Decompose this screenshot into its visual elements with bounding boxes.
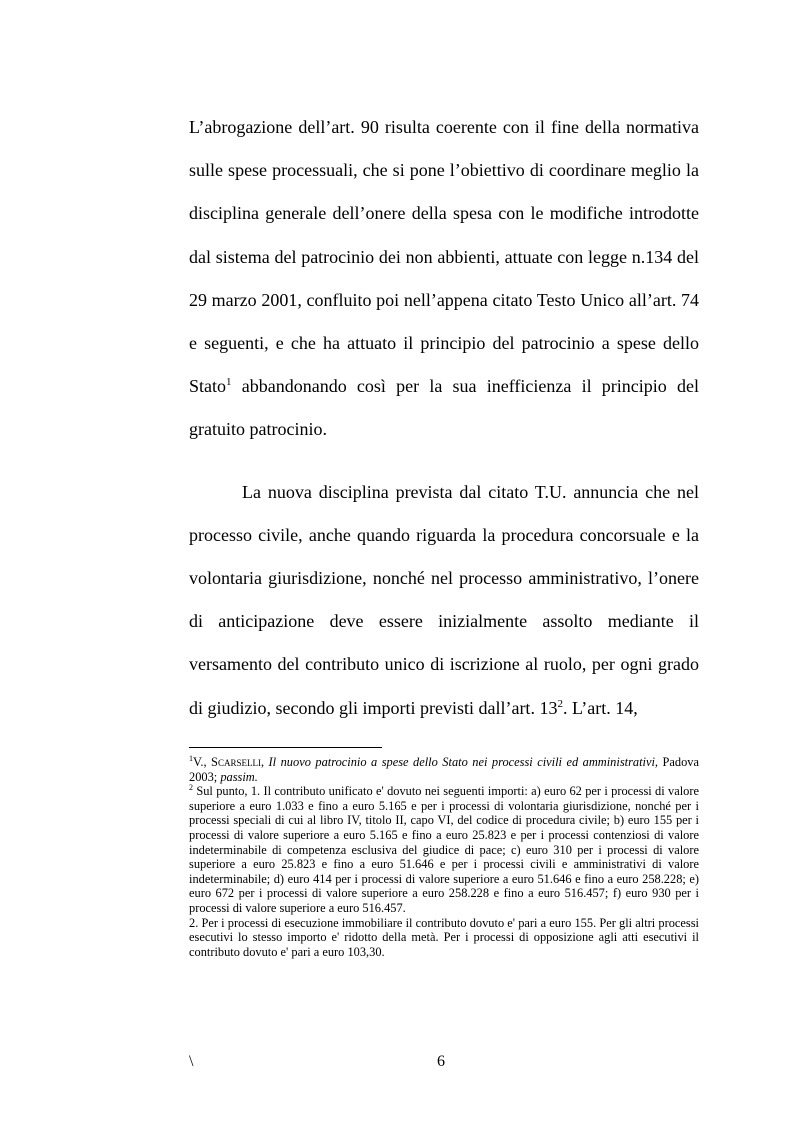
footnote-ref-2[interactable]: 2 (557, 697, 563, 710)
footnote-1-prefix: V., (193, 755, 212, 769)
paragraph-2 (189, 471, 699, 730)
footnote-2-continuation: 2. Per i processi di esecuzione immobiliare il contributo dovuto e' pari a euro 155. Per gli altri processi esecutivi lo stesso importo e' ridotto della metà. Per i processi di opposizione agli atti esecutivi il contributo dovuto e' pari a euro 103,30. (189, 915, 699, 959)
paragraph-1-text: L’abrogazione dell’art. 90 risulta coerente con il fine della normativa sulle spese processuali, che si pone l’obiettivo di coordinare meglio la disciplina generale dell’onere della spesa con le modifiche introdotte dal sistema del patrocinio dei non abbienti, attuate con legge n.134 del 29 marzo 2001, confluito poi nell’appena citato Testo Unico all’art. 74 e seguenti, e che ha attuato il principio del patrocinio a spese dello Stato (189, 117, 699, 397)
page-number: 6 (437, 1053, 445, 1070)
footnote-ref-1[interactable]: 1 (226, 376, 232, 389)
paragraph-1-text-end: abbandonando così per la sua inefficienza il principio del gratuito patrocinio. (189, 376, 699, 440)
paragraph-2-text: La nuova disciplina prevista dal citato T.U. annuncia che nel processo civile, anche quando riguarda la procedura concorsuale e la volontaria giurisdizione, nonché nel processo amministrativo, l’onere di anticipazione deve essere inizialmente assolto mediante il versamento del contributo unico di iscrizione al ruolo, per ogni grado di giudizio, secondo gli importi previsti dall’art. 13 (189, 481, 699, 718)
footnote-1-author: Scarselli (211, 755, 261, 769)
paragraph-1 (189, 106, 699, 452)
footnote-1-sep: , (260, 755, 269, 769)
footnote-1-marker: 1 (189, 753, 193, 763)
footnote-2 (189, 784, 699, 915)
footnote-2-marker: 2 (189, 783, 193, 793)
footnote-1-passim: passim. (220, 769, 258, 784)
footnote-2-text: Sul punto, 1. Il contributo unificato e' dovuto nei seguenti importi: a) euro 62 per i processi di valore superiore a euro 1.033 e fino a euro 5.165 e per i processi di volontaria giurisdizione, nonché per i processi speciali di cui al libro IV, titolo II, capo VI, del codice di procedura civile; b) euro 155 per i processi di valore superiore a euro 5.165 e fino a euro 25.823 e per i processi contenziosi di valore indeterminabile di competenza esclusiva del giudice di pace; c) euro 310 per i processi di valore superiore a euro 25.823 e fino a euro 51.646 e per i processi civili e amministrativi di valore indeterminabile; d) euro 414 per i processi di valore superiore a euro 51.646 e fino a euro 258.228; e) euro 672 per i processi di valore superiore a euro 258.228 e fino a euro 516.457; f) euro 930 per i processi di valore superiore a euro 516.457. (189, 784, 699, 915)
footnote-1-title: Il nuovo patrocinio a spese dello Stato nei processi civili ed amministrativi, (268, 755, 659, 769)
page-mark: \ (189, 1053, 194, 1070)
paragraph-2-text-end: . L’art. 14, (562, 697, 638, 718)
footnote-1-publisher: Padova 2003; (189, 755, 699, 784)
footnote-1 (189, 755, 699, 784)
main-text (189, 106, 699, 730)
footnotes (189, 755, 699, 959)
footnote-separator (189, 747, 382, 748)
